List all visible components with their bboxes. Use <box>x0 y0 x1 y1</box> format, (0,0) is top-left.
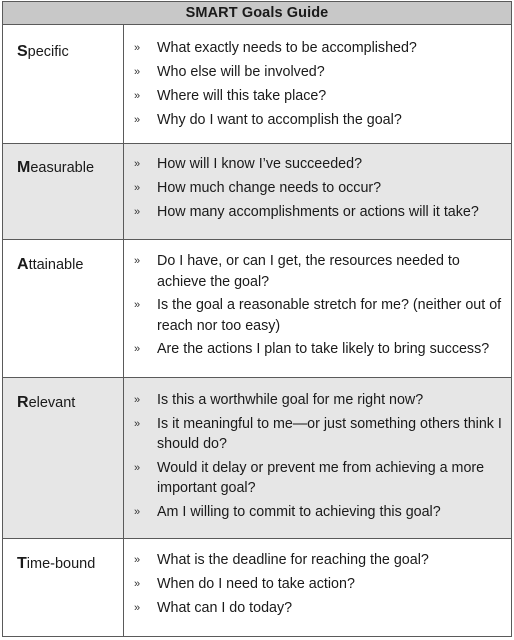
row-label-rest: pecific <box>27 44 69 60</box>
row-label-initial: M <box>17 159 31 176</box>
chevron-bullet-icon: » <box>134 394 141 406</box>
question-text: Is the goal a reasonable stretch for me? (neither out of reach nor too easy) <box>157 297 502 334</box>
row-label-rest: elevant <box>28 395 76 411</box>
chevron-bullet-icon: » <box>134 42 141 54</box>
question-item <box>134 178 503 199</box>
question-item <box>134 574 503 595</box>
question-list <box>134 550 503 619</box>
question-cell <box>124 144 511 239</box>
row-label-initial: S <box>17 43 28 60</box>
chevron-bullet-icon: » <box>134 417 141 430</box>
question-list <box>134 38 503 131</box>
question-text: What can I do today? <box>157 600 293 616</box>
row-attainable <box>3 240 511 378</box>
row-label-initial: A <box>17 256 29 273</box>
question-text: How much change needs to occur? <box>157 180 382 196</box>
row-label <box>3 539 124 636</box>
question-item <box>134 550 503 571</box>
chevron-bullet-icon: » <box>134 554 141 566</box>
question-text: Why do I want to accomplish the goal? <box>157 112 402 128</box>
row-label <box>3 25 124 143</box>
row-time-bound <box>3 539 511 636</box>
question-text: When do I need to take action? <box>157 576 355 592</box>
question-item <box>134 38 503 59</box>
row-label <box>3 378 124 538</box>
row-label-rest: ime-bound <box>26 556 96 572</box>
row-label <box>3 240 124 377</box>
row-label-rest: easurable <box>30 160 95 176</box>
question-item <box>134 598 503 619</box>
row-label-initial: R <box>17 394 29 411</box>
question-text: Am I willing to commit to achieving this goal? <box>157 503 441 520</box>
question-item <box>134 414 503 455</box>
chevron-bullet-icon: » <box>134 255 141 267</box>
question-text: What is the deadline for reaching the goal? <box>157 552 429 568</box>
chevron-bullet-icon: » <box>134 505 141 518</box>
question-item <box>134 86 503 107</box>
chevron-bullet-icon: » <box>134 158 141 170</box>
table-title: SMART Goals Guide <box>3 2 511 25</box>
chevron-bullet-icon: » <box>134 602 141 614</box>
question-text: Who else will be involved? <box>157 64 325 80</box>
question-item <box>134 62 503 83</box>
question-cell <box>124 25 511 143</box>
chevron-bullet-icon: » <box>134 182 141 194</box>
row-measurable <box>3 144 511 240</box>
question-item <box>134 390 503 411</box>
question-list <box>134 251 503 360</box>
question-item <box>134 251 503 292</box>
chevron-bullet-icon: » <box>134 343 141 355</box>
row-label <box>3 144 124 239</box>
chevron-bullet-icon: » <box>134 90 141 102</box>
chevron-bullet-icon: » <box>134 299 141 311</box>
smart-goals-table <box>2 1 512 637</box>
row-specific <box>3 25 511 144</box>
question-text: Are the actions I plan to take likely to bring success? <box>157 341 490 357</box>
question-text: How many accomplishments or actions will it take? <box>157 204 479 220</box>
question-item <box>134 154 503 175</box>
question-item <box>134 339 503 360</box>
question-cell <box>124 539 511 636</box>
question-text: Where will this take place? <box>157 88 327 104</box>
row-label-rest: ttainable <box>28 257 84 273</box>
chevron-bullet-icon: » <box>134 114 141 126</box>
question-item <box>134 502 503 523</box>
question-cell <box>124 378 511 538</box>
question-text: How will I know I’ve succeeded? <box>157 156 363 172</box>
question-item <box>134 295 503 336</box>
question-list <box>134 154 503 223</box>
question-list <box>134 390 503 522</box>
question-text: What exactly needs to be accomplished? <box>157 40 417 56</box>
chevron-bullet-icon: » <box>134 66 141 78</box>
question-cell <box>124 240 511 377</box>
question-item <box>134 458 503 499</box>
chevron-bullet-icon: » <box>134 578 141 590</box>
question-text: Would it delay or prevent me from achieving a more important goal? <box>157 459 485 496</box>
question-item <box>134 202 503 223</box>
question-text: Is it meaningful to me—or just something others think I should do? <box>157 415 502 452</box>
chevron-bullet-icon: » <box>134 461 141 474</box>
question-text: Is this a worthwhile goal for me right now? <box>157 392 424 408</box>
question-text: Do I have, or can I get, the resources needed to achieve the goal? <box>157 253 460 290</box>
question-item <box>134 110 503 131</box>
row-label-initial: T <box>17 555 27 572</box>
chevron-bullet-icon: » <box>134 206 141 218</box>
row-relevant <box>3 378 511 539</box>
